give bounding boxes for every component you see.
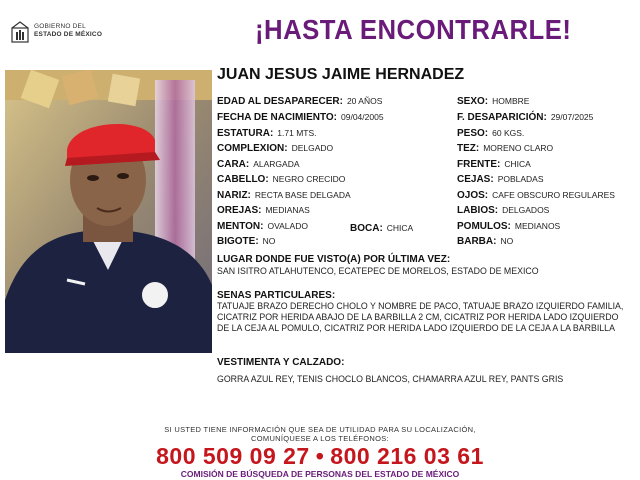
government-logo xyxy=(10,20,120,46)
phone-separator: • xyxy=(315,443,325,469)
field-age-label: EDAD AL DESAPARECER: xyxy=(217,96,343,107)
field-chin-value: OVALADO xyxy=(267,221,308,231)
field-age xyxy=(217,96,382,107)
field-birthdate xyxy=(217,112,384,123)
field-beard-label: BARBA: xyxy=(457,236,497,247)
field-nose-value: RECTA BASE DELGADA xyxy=(254,190,351,200)
phone-number-2[interactable]: 800 216 03 61 xyxy=(330,443,484,469)
field-nose-label: NARIZ: xyxy=(217,190,251,201)
field-lips-label: LABIOS: xyxy=(457,205,499,216)
phone-number-1[interactable]: 800 509 09 27 xyxy=(156,443,310,469)
person-photo xyxy=(5,70,212,353)
field-ears xyxy=(217,205,310,216)
field-face-label: CARA: xyxy=(217,159,250,170)
field-weight xyxy=(457,128,524,139)
field-build-value: DELGADO xyxy=(291,143,334,153)
field-eyebrows-value: POBLADAS xyxy=(497,174,544,184)
field-chin xyxy=(217,221,308,232)
field-age-value: 20 AÑOS xyxy=(346,96,383,106)
field-complexion-skin xyxy=(457,143,553,154)
field-skin-label: TEZ: xyxy=(457,143,480,154)
field-mouth-label: BOCA: xyxy=(350,223,383,234)
logo-line-1: GOBIERNO DEL xyxy=(34,23,86,30)
field-cheekbones xyxy=(457,221,560,232)
field-mouth xyxy=(350,223,413,234)
field-cheekbones-label: POMULOS: xyxy=(457,221,511,232)
field-eyes-label: OJOS: xyxy=(457,190,489,201)
field-ears-label: OREJAS: xyxy=(217,205,262,216)
phone-numbers xyxy=(0,443,640,470)
field-forehead-value: CHICA xyxy=(504,159,531,169)
field-mouth-value: CHICA xyxy=(386,223,414,233)
field-weight-value: 60 KGS. xyxy=(492,128,525,138)
field-chin-label: MENTON: xyxy=(217,221,264,232)
field-eyebrows xyxy=(457,174,544,185)
marks-label: SENAS PARTICULARES: xyxy=(217,290,336,301)
field-sex-value: HOMBRE xyxy=(492,96,530,106)
field-build-label: COMPLEXION: xyxy=(217,143,288,154)
field-eyes-value: CAFE OBSCURO REGULARES xyxy=(492,190,615,200)
field-lips-value: DELGADOS xyxy=(502,205,550,215)
field-beard xyxy=(457,236,513,247)
field-lips xyxy=(457,205,549,216)
field-mustache xyxy=(217,236,275,247)
state-emblem-icon xyxy=(10,20,30,44)
field-face xyxy=(217,159,300,170)
field-disappearance-date-label: F. DESAPARICIÓN: xyxy=(457,112,547,123)
field-beard-value: NO xyxy=(500,236,514,246)
field-sex xyxy=(457,96,529,107)
clothing-label: VESTIMENTA Y CALZADO: xyxy=(217,357,345,368)
field-eyebrows-label: CEJAS: xyxy=(457,174,494,185)
field-hair-label: CABELLO: xyxy=(217,174,269,185)
field-hair xyxy=(217,174,345,185)
field-disappearance-date xyxy=(457,112,593,123)
field-forehead xyxy=(457,159,531,170)
field-build xyxy=(217,143,333,154)
field-mustache-value: NO xyxy=(262,236,276,246)
footer-info-line-2: COMUNÍQUESE A LOS TELÉFONOS: xyxy=(251,434,389,443)
field-height xyxy=(217,128,317,139)
field-forehead-label: FRENTE: xyxy=(457,159,501,170)
field-skin-value: MORENO CLARO xyxy=(483,143,554,153)
field-hair-value: NEGRO CRECIDO xyxy=(272,174,346,184)
portrait-illustration xyxy=(5,70,212,353)
field-sex-label: SEXO: xyxy=(457,96,489,107)
field-mustache-label: BIGOTE: xyxy=(217,236,259,247)
headline: ¡HASTA ENCONTRARLE! xyxy=(255,14,572,45)
logo-line-2: ESTADO DE MÉXICO xyxy=(34,31,103,38)
field-ears-value: MEDIANAS xyxy=(265,205,310,215)
field-height-label: ESTATURA: xyxy=(217,128,274,139)
footer-info-line-1: SI USTED TIENE INFORMACIÓN QUE SEA DE UTILIDAD PARA SU LOCALIZACIÓN, xyxy=(164,425,476,434)
person-name: JUAN JESUS JAIME HERNADEZ xyxy=(217,66,465,83)
field-eyes xyxy=(457,190,615,201)
field-height-value: 1.71 MTS. xyxy=(277,128,317,138)
field-nose xyxy=(217,190,351,201)
last-seen-label: LUGAR DONDE FUE VISTO(A) POR ÚLTIMA VEZ: xyxy=(217,254,451,265)
footer-organization: COMISIÓN DE BÚSQUEDA DE PERSONAS DEL ESTADO DE MÉXICO xyxy=(180,469,460,479)
field-cheekbones-value: MEDIANOS xyxy=(514,221,561,231)
last-seen-value: SAN ISITRO ATLAHUTENCO, ECATEPEC DE MORELOS, ESTADO DE MEXICO xyxy=(217,266,539,276)
field-face-value: ALARGADA xyxy=(253,159,300,169)
logo-text xyxy=(34,23,102,39)
field-birthdate-label: FECHA DE NACIMIENTO: xyxy=(217,112,337,123)
clothing-value: GORRA AZUL REY, TENIS CHOCLO BLANCOS, CHAMARRA AZUL REY, PANTS GRIS xyxy=(217,374,564,384)
field-disappearance-date-value: 29/07/2025 xyxy=(550,112,594,122)
field-weight-label: PESO: xyxy=(457,128,489,139)
marks-value: TATUAJE BRAZO DERECHO CHOLO Y NOMBRE DE PACO, TATUAJE BRAZO IZQUIERDO FAMILIA, CICATRIZ POR HERIDA ABAJO DE LA BARBILLA 2 CM, CICATRIZ POR HERIDA LADO IZQUIERDO DE LA CEJA AL POMULO, CICATRIZ POR HERIDA LADO IZQUIERDO DE LA CEJA A LA BARBILLA xyxy=(217,301,624,333)
field-birthdate-value: 09/04/2005 xyxy=(341,112,384,122)
